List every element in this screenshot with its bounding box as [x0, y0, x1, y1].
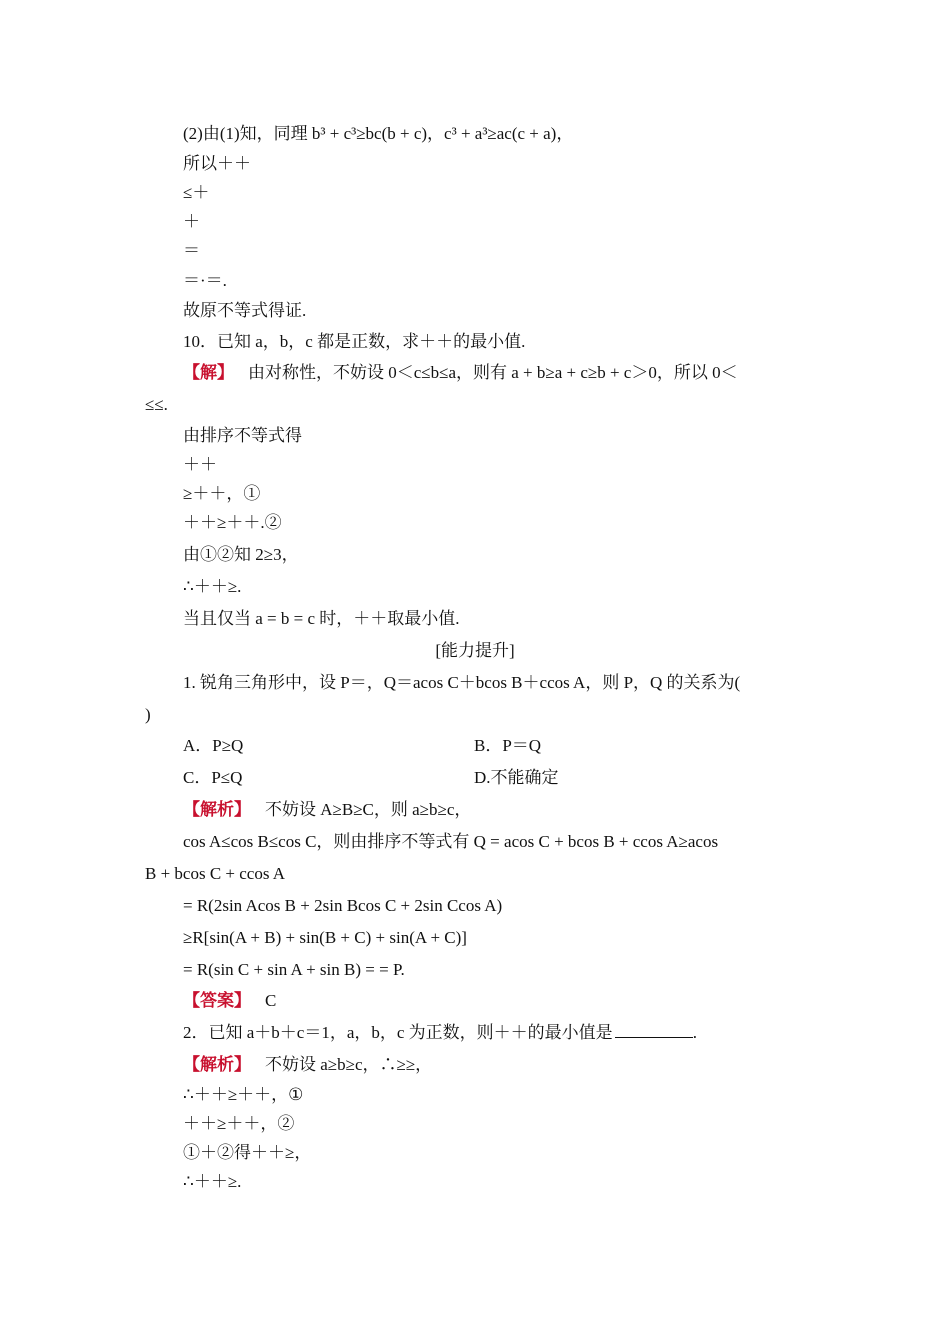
p1-line-2: B + bcos C + ccos A	[145, 864, 286, 883]
line-1: (2)由(1)知，同理 b³ + c³≥bc(b + c)，c³ + a³≥ac(c + a)，	[183, 124, 574, 143]
line-7: 故原不等式得证.	[183, 301, 307, 320]
analysis-tag: 【解析】	[183, 1055, 251, 1074]
problem-2	[183, 1018, 823, 1048]
problem-1-paren: )	[145, 705, 151, 724]
p2-line-1: ∴＋＋≥＋＋，①	[183, 1085, 304, 1104]
q10-solution-line-2: ≤≤.	[145, 395, 168, 414]
line-mid-4: ＋＋≥＋＋.②	[183, 513, 282, 532]
p1-answer: C	[265, 991, 277, 1010]
p2-analysis-line	[183, 1050, 823, 1080]
q10-solution-text: 由对称性，不妨设 0＜c≤b≤a，则有 a + b≥a + c≥b + c＞0，所以 0＜	[248, 363, 738, 382]
question-10: 10．已知 a，b，c 都是正数，求＋＋的最小值.	[183, 332, 526, 351]
option-b: B．P＝Q	[474, 736, 542, 755]
p1-analysis-text: 不妨设 A≥B≥C，则 a≥b≥c，	[265, 800, 472, 819]
solution-tag: 【解】	[183, 363, 234, 382]
line-6: ＝·＝.	[183, 271, 227, 290]
p1-analysis-line	[183, 795, 823, 825]
line-5: ＝	[183, 241, 200, 260]
options-row-1	[183, 731, 823, 761]
p1-answer-line	[183, 986, 823, 1016]
p1-line-5: = R(sin C + sin A + sin B) = = P.	[183, 960, 405, 979]
p1-line-1: cos A≤cos B≤cos C，则由排序不等式有 Q = acos C + bcos B + ccos A≥acos	[183, 832, 719, 851]
p2-line-2: ＋＋≥＋＋，②	[183, 1114, 295, 1133]
problem-2-text: 2．已知 a＋b＋c＝1，a，b，c 为正数，则＋＋的最小值是	[183, 1023, 613, 1042]
option-a: A．P≥Q	[183, 736, 244, 755]
analysis-tag: 【解析】	[183, 800, 251, 819]
answer-tag: 【答案】	[183, 991, 251, 1010]
section-title: [能力提升]	[435, 641, 515, 660]
line-mid-5: 由①②知 2≥3，	[183, 545, 299, 564]
option-c: C．P≤Q	[183, 768, 243, 787]
line-3: ≤＋	[183, 183, 210, 202]
options-row-2	[183, 763, 823, 793]
line-4: ＋	[183, 212, 200, 231]
line-mid-7: 当且仅当 a = b = c 时，＋＋取最小值.	[183, 609, 460, 628]
option-d: D.不能确定	[474, 768, 559, 787]
line-mid-1: 由排序不等式得	[183, 426, 302, 445]
q10-solution-line-1	[183, 358, 823, 388]
line-mid-2: ＋＋	[183, 455, 217, 474]
p2-line-4: ∴＋＋≥.	[183, 1172, 242, 1191]
line-2: 所以＋＋	[183, 154, 251, 173]
problem-1: 1. 锐角三角形中，设 P＝，Q＝acos C＋bcos B＋ccos A，则 P，Q 的关系为(	[183, 673, 741, 692]
p2-line-3: ①＋②得＋＋≥，	[183, 1143, 312, 1162]
p1-line-3: = R(2sin Acos B + 2sin Bcos C + 2sin Ccos A)	[183, 896, 503, 915]
line-mid-6: ∴＋＋≥.	[183, 577, 242, 596]
answer-blank	[615, 1019, 693, 1038]
p2-analysis-text: 不妨设 a≥b≥c，∴≥≥，	[265, 1055, 433, 1074]
line-mid-3: ≥＋＋，①	[183, 484, 261, 503]
problem-2-end: .	[692, 1023, 697, 1042]
p1-line-4: ≥R[sin(A + B) + sin(B + C) + sin(A + C)]	[183, 928, 467, 947]
